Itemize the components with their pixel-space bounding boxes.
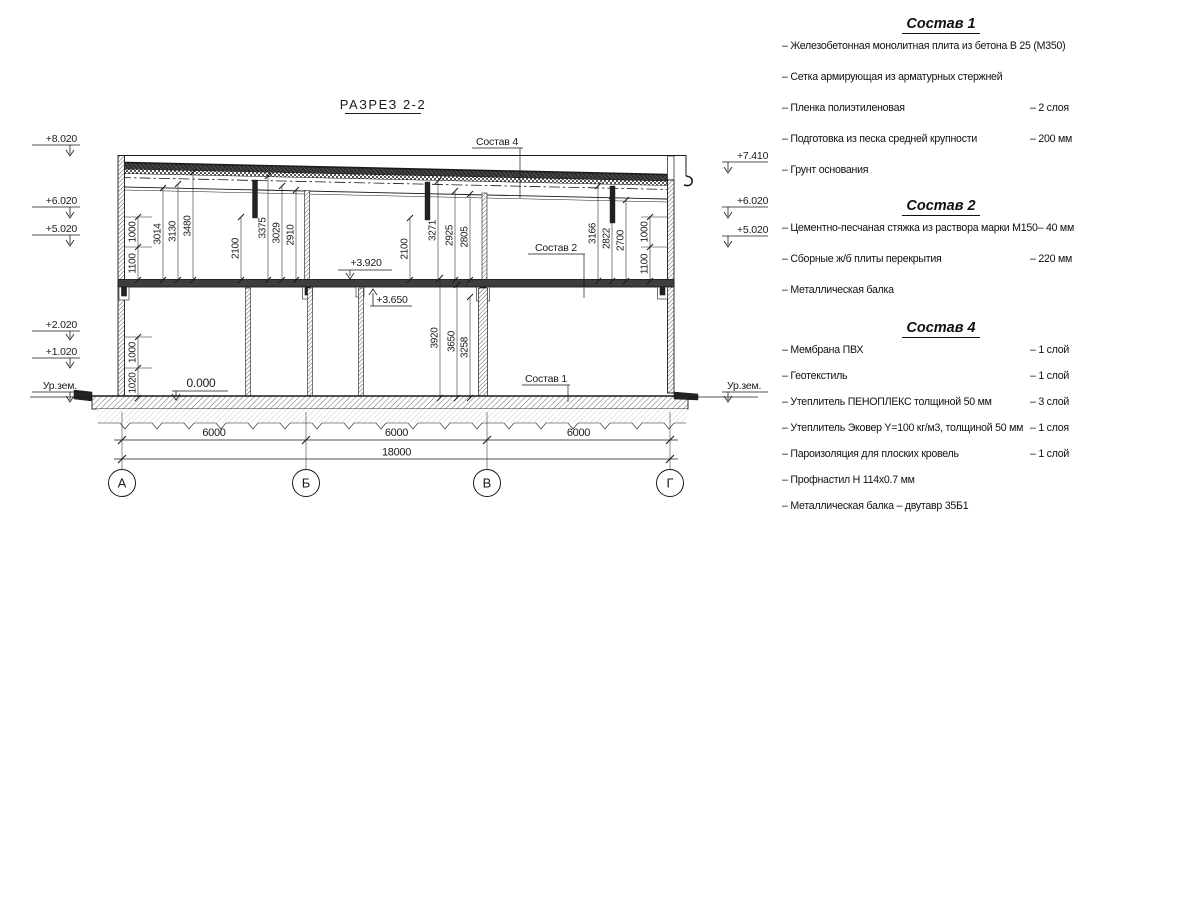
spec-item: [758, 448, 1124, 460]
spec-item-name: – Профнастил Н 114х0.7 мм: [782, 474, 915, 486]
axis-bubble-a: А: [117, 475, 127, 491]
drawing-title: РАЗРЕЗ 2-2: [339, 97, 427, 112]
floor2-bottom-label: +3.650: [376, 294, 408, 306]
axis-bubble-g: Г: [666, 475, 674, 491]
dim-label: 3029: [271, 222, 283, 244]
spec-item-name: – Пленка полиэтиленовая: [782, 102, 905, 114]
spec-item-name: – Мембрана ПВХ: [782, 344, 864, 356]
callout-sostav2: Состав 2: [535, 242, 577, 254]
spec-heading: Состав 4: [758, 320, 1124, 336]
spec-item-name: – Сборные ж/б плиты перекрытия: [782, 253, 942, 265]
elevation-label: +8.020: [45, 133, 77, 145]
total-dim: 18000: [381, 446, 412, 459]
spec-item-value: – 200 мм: [1030, 133, 1073, 145]
dim-label: 1000: [127, 221, 139, 243]
dim-label: 1100: [639, 253, 651, 275]
span-dim: 6000: [202, 427, 226, 439]
spec-item-name: – Сетка армирующая из арматурных стержней: [782, 71, 1003, 83]
spec-item: [758, 500, 1124, 512]
dim-label: 2822: [601, 227, 613, 250]
spec-item: [758, 133, 1124, 145]
spec-item: [758, 222, 1124, 234]
spec-item-value: – 2 слоя: [1030, 102, 1069, 114]
dim-label: 1100: [127, 253, 139, 274]
spec-item-value: – 40 мм: [1037, 222, 1075, 234]
callout-sostav4: Состав 4: [476, 136, 518, 148]
floor2-top-label: +3.920: [350, 257, 382, 269]
dim-label: 2100: [230, 237, 242, 260]
spec-item-name: – Подготовка из песка средней крупности: [782, 133, 978, 145]
spec-item-value: – 1 слой: [1030, 448, 1070, 460]
spec-item-name: – Утеплитель Эковер Y=100 кг/м3, толщиной 50 мм: [782, 422, 1024, 434]
dim-label: 2910: [285, 224, 297, 246]
spec-item-value: – 3 слой: [1030, 396, 1070, 408]
dim-label: 3130: [167, 220, 179, 243]
spec-item-value: – 220 мм: [1030, 253, 1073, 265]
spec-item: [758, 370, 1124, 382]
spec-item-name: – Металлическая балка – двутавр 35Б1: [782, 500, 969, 512]
spec-item: [758, 422, 1124, 434]
spec-section-sostav4: [758, 320, 1124, 526]
internal-level-labels: [186, 257, 407, 390]
dim-label: 3920: [429, 327, 441, 349]
spec-item-name: – Металлическая балка: [782, 284, 894, 296]
spec-item-value: – 1 слой: [1030, 344, 1070, 356]
dim-label: 1020: [127, 372, 139, 394]
dim-label: 2100: [399, 238, 411, 260]
spec-item-name: – Геотекстиль: [782, 370, 848, 382]
elevation-labels-left: [43, 133, 78, 392]
spec-item-value: – 1 слоя: [1030, 422, 1069, 434]
spec-item-name: – Железобетонная монолитная плита из бетона В 25 (М350): [782, 40, 1066, 52]
axis-bubble-b: Б: [301, 475, 311, 491]
spec-item-name: – Пароизоляция для плоских кровель: [782, 448, 959, 460]
elevation-label: +5.020: [45, 223, 77, 235]
elevation-label: +6.020: [737, 195, 769, 207]
spec-item: [758, 164, 1124, 176]
dim-label: 2805: [459, 226, 471, 248]
dim-label: 3014: [152, 223, 164, 245]
spec-item: [758, 71, 1124, 83]
spec-item: [758, 284, 1124, 296]
dim-label: 1000: [127, 341, 139, 364]
spec-item: [758, 102, 1124, 114]
spec-item-name: – Утеплитель ПЕНОПЛЕКС толщиной 50 мм: [782, 396, 992, 408]
elevation-marks-left: [32, 145, 80, 402]
dim-label: 2925: [444, 224, 456, 247]
zero-level-label: 0.000: [186, 376, 216, 390]
span-dim: 6000: [566, 427, 591, 439]
ground-level-label: Ур.зем.: [42, 380, 77, 392]
dim-label: 1000: [639, 221, 651, 243]
elevation-label: +5.020: [737, 224, 769, 236]
dim-label: 3480: [182, 215, 194, 237]
elevation-label: +1.020: [45, 346, 77, 358]
axis-bubble-v: В: [482, 475, 492, 491]
dim-label: 3650: [446, 330, 458, 353]
callout-sostav1: Состав 1: [525, 373, 567, 385]
spec-item-name: – Грунт основания: [782, 164, 869, 176]
dim-label: 3375: [257, 217, 269, 239]
spec-section-sostav2: [758, 198, 1124, 315]
spec-item: [758, 396, 1124, 408]
elevation-label: +7.410: [737, 150, 769, 162]
spec-section-sostav1: [758, 16, 1124, 195]
spec-item: [758, 40, 1124, 52]
ground-level-label: Ур.зем.: [727, 380, 762, 392]
elevation-label: +2.020: [45, 319, 77, 331]
building-structure: [30, 156, 758, 430]
spec-item: [758, 253, 1124, 265]
spec-heading: Состав 2: [758, 198, 1124, 214]
dim-label: 3271: [427, 219, 439, 242]
dim-label: 3258: [459, 336, 471, 359]
spec-item-value: – 1 слой: [1030, 370, 1070, 382]
callout-leaders: [472, 148, 585, 402]
spec-item-name: – Цементно-песчаная стяжка из раствора марки М150: [782, 222, 1038, 234]
dim-label: 2700: [615, 229, 627, 252]
elevation-label: +6.020: [45, 195, 77, 207]
dim-label: 3166: [587, 222, 599, 245]
span-dim: 6000: [384, 427, 409, 439]
spec-item: [758, 474, 1124, 486]
spec-heading: Состав 1: [758, 16, 1124, 32]
spec-item: [758, 344, 1124, 356]
